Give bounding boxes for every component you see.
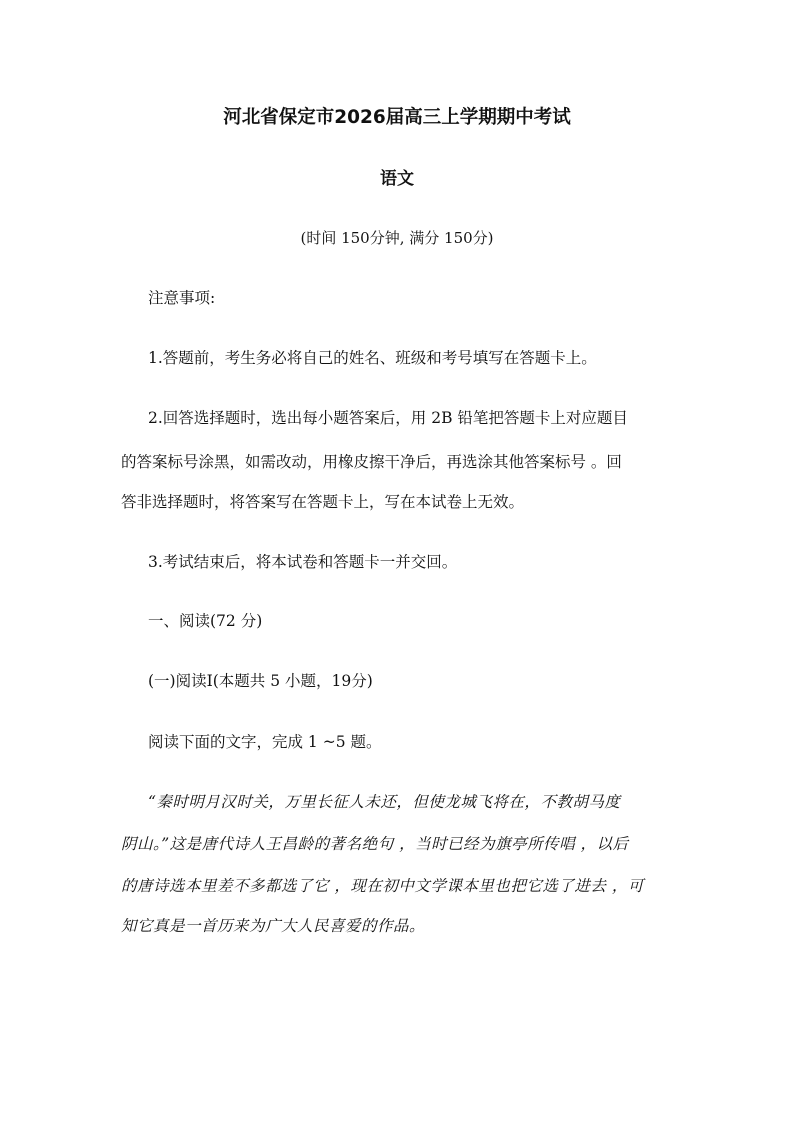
reading-instruction: 阅读下面的文字，完成 1 ~5 题。 [148,733,382,751]
passage-line-3: 的唐诗选本里差不多都选了它 ，现在初中文学课本里也把它选了进去 ，可 [121,877,644,895]
passage-line-1: “秦时明月汉时关，万里长征人未还，但使龙城飞将在，不教胡马度 [148,793,621,811]
subject-title: 语文 [380,169,414,189]
note-item-1: 1.答题前，考生务必将自己的姓名、班级和考号填写在答题卡上。 [148,349,597,367]
exam-duration: (时间 150分钟, 满分 150分) [300,229,494,247]
notes-heading: 注意事项: [148,289,216,307]
passage-line-4: 知它真是一首历来为广大人民喜爱的作品。 [121,917,426,935]
note-item-2-line-1: 2.回答选择题时，选出每小题答案后，用 2B 铅笔把答题卡上对应题目 [148,409,628,427]
section-1-heading: 一、阅读(72 分) [148,612,263,630]
note-item-2-line-3: 答非选择题时，将答案写在答题卡上，写在本试卷上无效。 [121,493,525,511]
exam-title: 河北省保定市2026届高三上学期期中考试 [223,107,571,128]
note-item-3: 3.考试结束后，将本试卷和答题卡一并交回。 [148,553,458,571]
note-item-2-line-2: 的答案标号涂黑，如需改动，用橡皮擦干净后，再选涂其他答案标号 。回 [121,453,622,471]
passage-line-2: 阴山。”这是唐代诗人王昌龄的著名绝句 ，当时已经为旗亭所传唱 ，以后 [121,835,629,853]
section-1-sub-heading: (一)阅读Ⅰ(本题共 5 小题，19分) [148,672,373,690]
